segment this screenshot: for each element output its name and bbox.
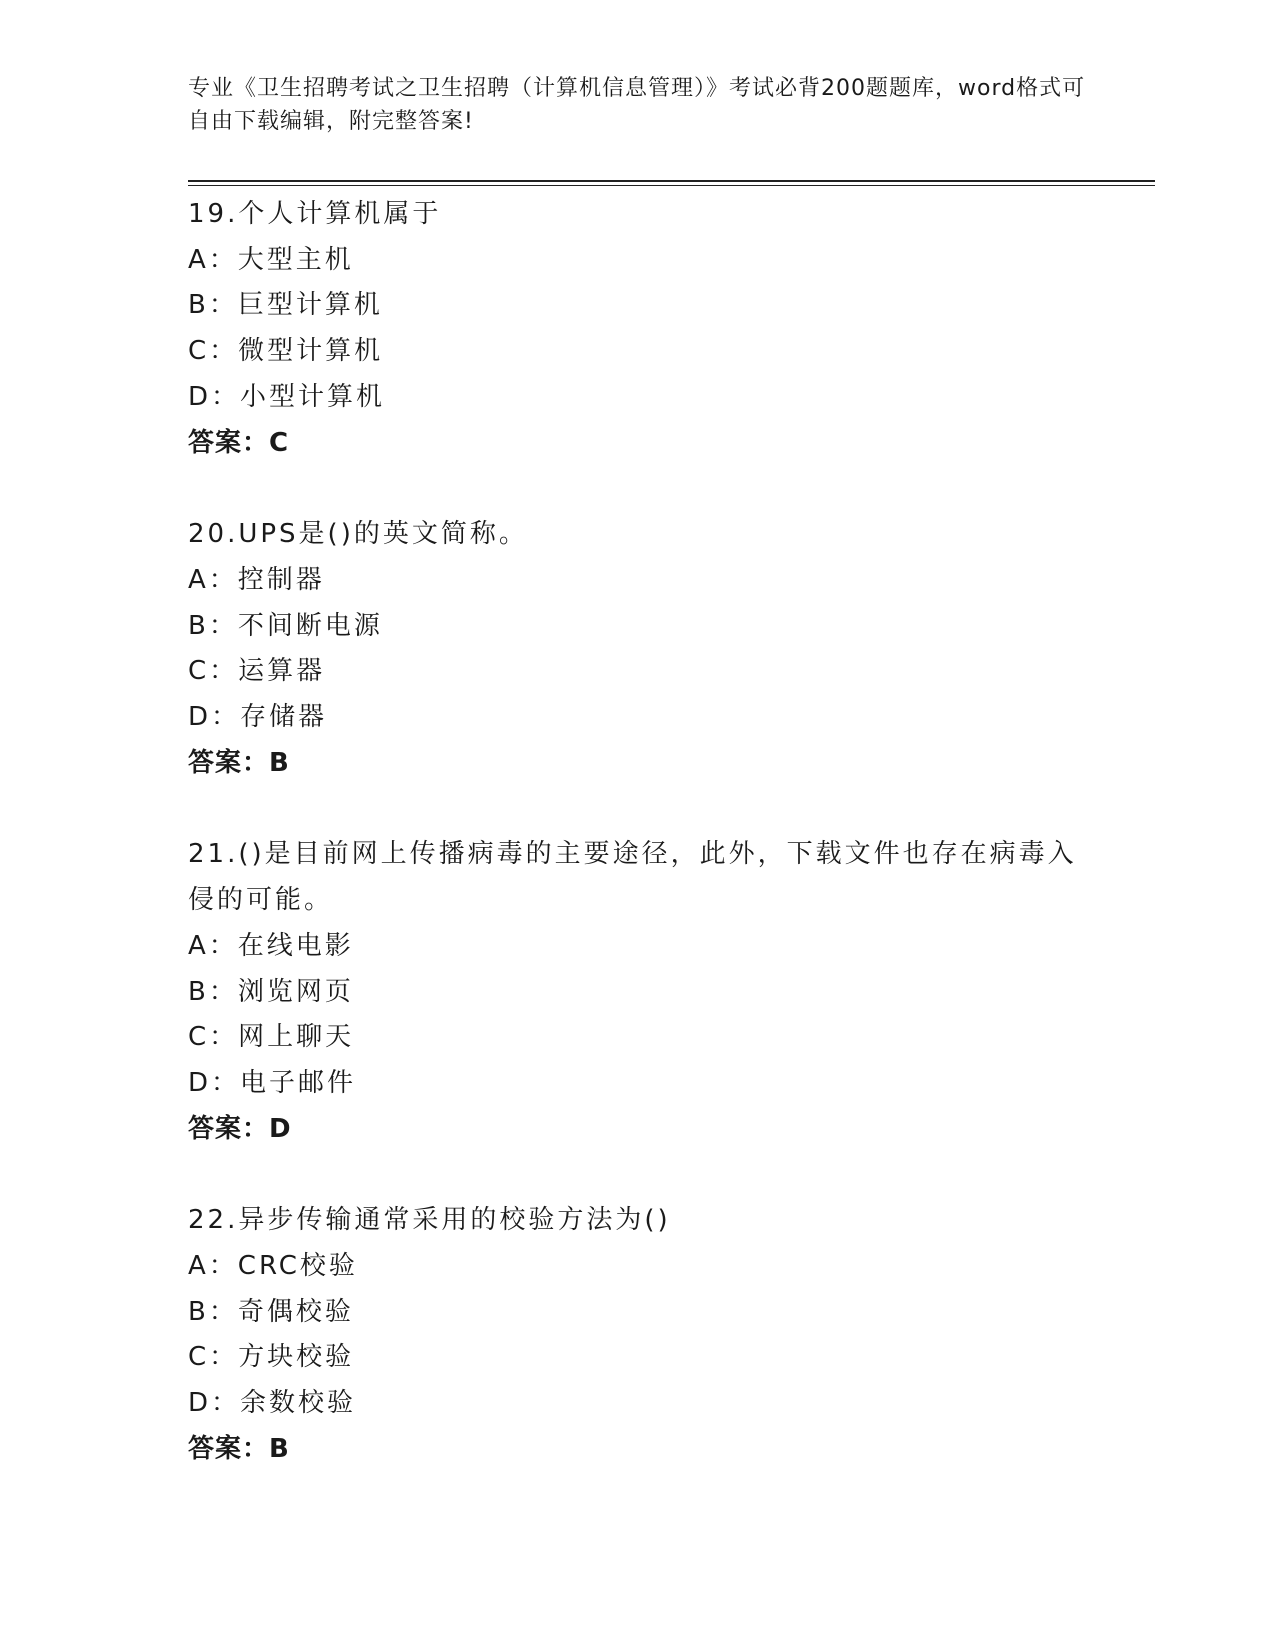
option-b: B：浏览网页 — [188, 976, 354, 1007]
option-c: C：方块校验 — [188, 1342, 355, 1373]
question-item — [188, 1198, 1088, 1472]
option-b: B：不间断电源 — [188, 610, 383, 641]
question-stem: 19.个人计算机属于 — [188, 199, 442, 229]
question-stem: 20.UPS是()的英文简称。 — [188, 519, 528, 550]
option-a: A：大型主机 — [188, 244, 354, 275]
option-a: A：在线电影 — [188, 930, 354, 961]
option-a: A：CRC校验 — [188, 1251, 358, 1282]
option-b: B：奇偶校验 — [188, 1296, 354, 1327]
header-divider-thin — [188, 185, 1155, 186]
option-d: D：电子邮件 — [188, 1067, 357, 1098]
option-c: C：运算器 — [188, 656, 326, 687]
document-header: 专业《卫生招聘考试之卫生招聘（计算机信息管理）》考试必背200题题库，word格式可自由下载编辑，附完整答案! — [188, 76, 1086, 134]
answer-line: 答案：D — [188, 1113, 292, 1144]
option-d: D：余数校验 — [188, 1388, 357, 1419]
header-divider-thick — [188, 180, 1155, 182]
question-item — [188, 192, 1088, 466]
answer-line: 答案：B — [188, 747, 290, 778]
question-item — [188, 832, 1088, 1152]
question-list — [188, 192, 1088, 1519]
answer-line: 答案：B — [188, 1433, 290, 1464]
question-stem: 21.()是目前网上传播病毒的主要途径，此外，下载文件也存在病毒入侵的可能。 — [188, 839, 1077, 916]
option-d: D：小型计算机 — [188, 381, 386, 412]
option-d: D：存储器 — [188, 702, 328, 733]
answer-line: 答案：C — [188, 427, 290, 458]
option-a: A：控制器 — [188, 564, 325, 595]
question-stem: 22.异步传输通常采用的校验方法为() — [188, 1205, 671, 1236]
question-item — [188, 512, 1088, 786]
option-c: C：网上聊天 — [188, 1022, 355, 1053]
option-b: B：巨型计算机 — [188, 290, 383, 321]
option-c: C：微型计算机 — [188, 336, 384, 367]
